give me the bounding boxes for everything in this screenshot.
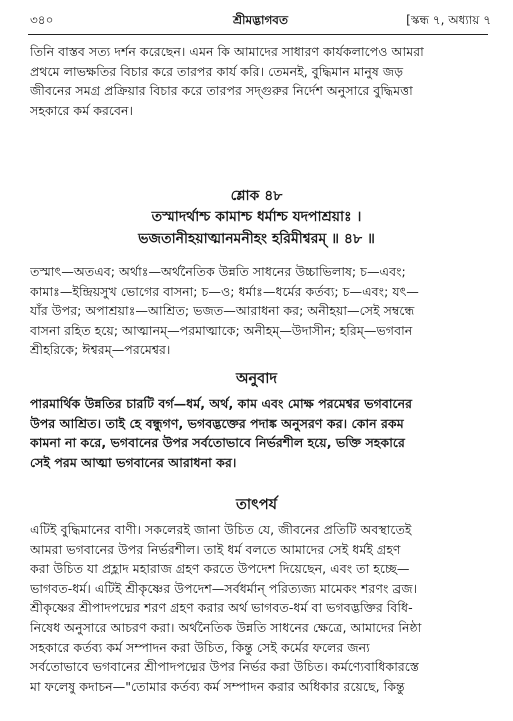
text-line: পারমার্থিক উন্নতির চারটি বর্গ—ধর্ম, অর্থ, কাম এবং মোক্ষ পরমেশ্বর ভগবানের (30, 396, 413, 411)
text-line: আমরা ভগবানের উপর নির্ভরশীল। তাই ধর্ম বলতে আমাদের সেই ধর্মই গ্রহণ (30, 541, 401, 557)
purport-heading: তাৎপর্য (235, 497, 278, 513)
text-line: করা উচিত যা প্রহ্লাদ মহারাজ গ্রহণ করতে উপদেশ দিয়েছেন, এবং তা হচ্ছে— (30, 561, 410, 577)
text-line: শ্রীহরিকে; ঈশ্বরম্—পরমেশ্বর। (30, 342, 171, 358)
text-line: তিনি বাস্তব সত্য দর্শন করেছেন। এমন কি আমাদের সাধারণ কার্যকলাপেও আমরা (30, 44, 424, 59)
purport-paragraph (30, 520, 482, 696)
intro-paragraph (30, 42, 482, 120)
book-title: শ্রীমদ্ভাগবত (232, 13, 288, 27)
text-line: উপর আশ্রিত। তাই হে বন্ধুগণ, ভগবদ্ভক্তের পদাঙ্ক অনুসরণ কর। কোন রকম (30, 415, 404, 431)
text-line: তস্মাৎ—অতএব; অর্থাঃ—অর্থনৈতিক উন্নতি সাধনের উচ্চাভিলাষ; চ—এবং; (30, 264, 406, 279)
text-line: বাসনা রহিত হয়ে; আত্মানম্—পরমাত্মাকে; অনীহম্—উদাসীন; হরিম্—ভগবান (30, 322, 413, 338)
verse-title: শ্লোক ৪৮ (230, 188, 283, 204)
text-line: মা ফলেষু কদাচন—"তোমার কর্তব্য কর্ম সম্পাদন করার অধিকার রয়েছে, কিন্তু (30, 678, 405, 694)
running-header (30, 12, 491, 30)
section-reference: [স্কন্ধ ৭, অধ্যায় ৭ (406, 13, 491, 27)
text-line: এটিই বুদ্ধিমানের বাণী। সকলেরই জানা উচিত যে, জীবনের প্রতিটি অবস্থাতেই (30, 522, 412, 537)
text-line: শ্রীকৃষ্ণের শ্রীপাদপদ্মের শরণ গ্রহণ করার অর্থ ভাগবত-ধর্ম বা ভগবদ্ভক্তির বিধি- (30, 600, 413, 616)
text-line: ভাগবত-ধর্ম। এটিই শ্রীকৃষ্ণের উপদেশ—সর্বধর্মান্ পরিত্যজ্য মামেকং শরণং ব্রজ। (30, 580, 418, 596)
synonyms-paragraph (30, 262, 482, 360)
header-rule (28, 34, 488, 35)
text-line: কামাঃ—ইন্দ্রিয়সুখ ভোগের বাসনা; চ—ও; ধর্মাঃ—ধর্মের কর্তব্য; চ—এবং; যৎ— (30, 283, 419, 299)
text-line: নিষেধ অনুসারে আচরণ করা। অর্থনৈতিক উন্নতি সাধনের ক্ষেত্রে, আমাদের নিষ্ঠা (30, 619, 422, 635)
translation-heading: অনুবাদ (235, 371, 278, 387)
text-line: কামনা না করে, ভগবানের উপর সর্বতোভাবে নির্ভরশীল হয়ে, ভক্তি সহকারে (30, 435, 405, 451)
translation-paragraph (30, 394, 482, 472)
text-line: যাঁর উপর; অপাশ্রয়াঃ—আশ্রিত; ভজত—আরাধনা কর; অনীহয়া—সেই সম্বন্ধে (30, 303, 415, 319)
text-line: সেই পরম আত্মা ভগবানের আরাধনা কর। (30, 454, 237, 470)
sanskrit-verse (0, 206, 513, 250)
text-line: জীবনের সমগ্র প্রক্রিয়ার বিচার করে তারপর সদ্গুরুর নির্দেশ অনুসারে বুদ্ধিমত্তা (30, 83, 413, 99)
page-number: ৩৪০ (30, 13, 54, 27)
text-line: সহকারে কর্ম করবেন। (30, 102, 134, 118)
verse-line: ভজতানীহয়াত্মানমনীহং হরিমীশ্বরম্ ॥ ৪৮ ॥ (138, 231, 375, 247)
verse-line: তস্মাদর্থাশ্চ কামাশ্চ ধর্মাশ্চ যদপাশ্রয়াঃ । (151, 209, 362, 225)
text-line: সহকারে কর্তব্য কর্ম সম্পাদন করা উচিত, কিন্তু সেই কর্মের ফলের জন্য (30, 639, 370, 655)
text-line: প্রথমে লাভক্ষতির বিচার করে তারপর কার্য করি। তেমনই, বুদ্ধিমান মানুষ জড় (30, 63, 404, 79)
text-line: সর্বতোভাবে ভগবানের শ্রীপাদপদ্মের উপর নির্ভর করা উচিত। কর্মণ্যেবাধিকারস্তে (30, 659, 419, 675)
